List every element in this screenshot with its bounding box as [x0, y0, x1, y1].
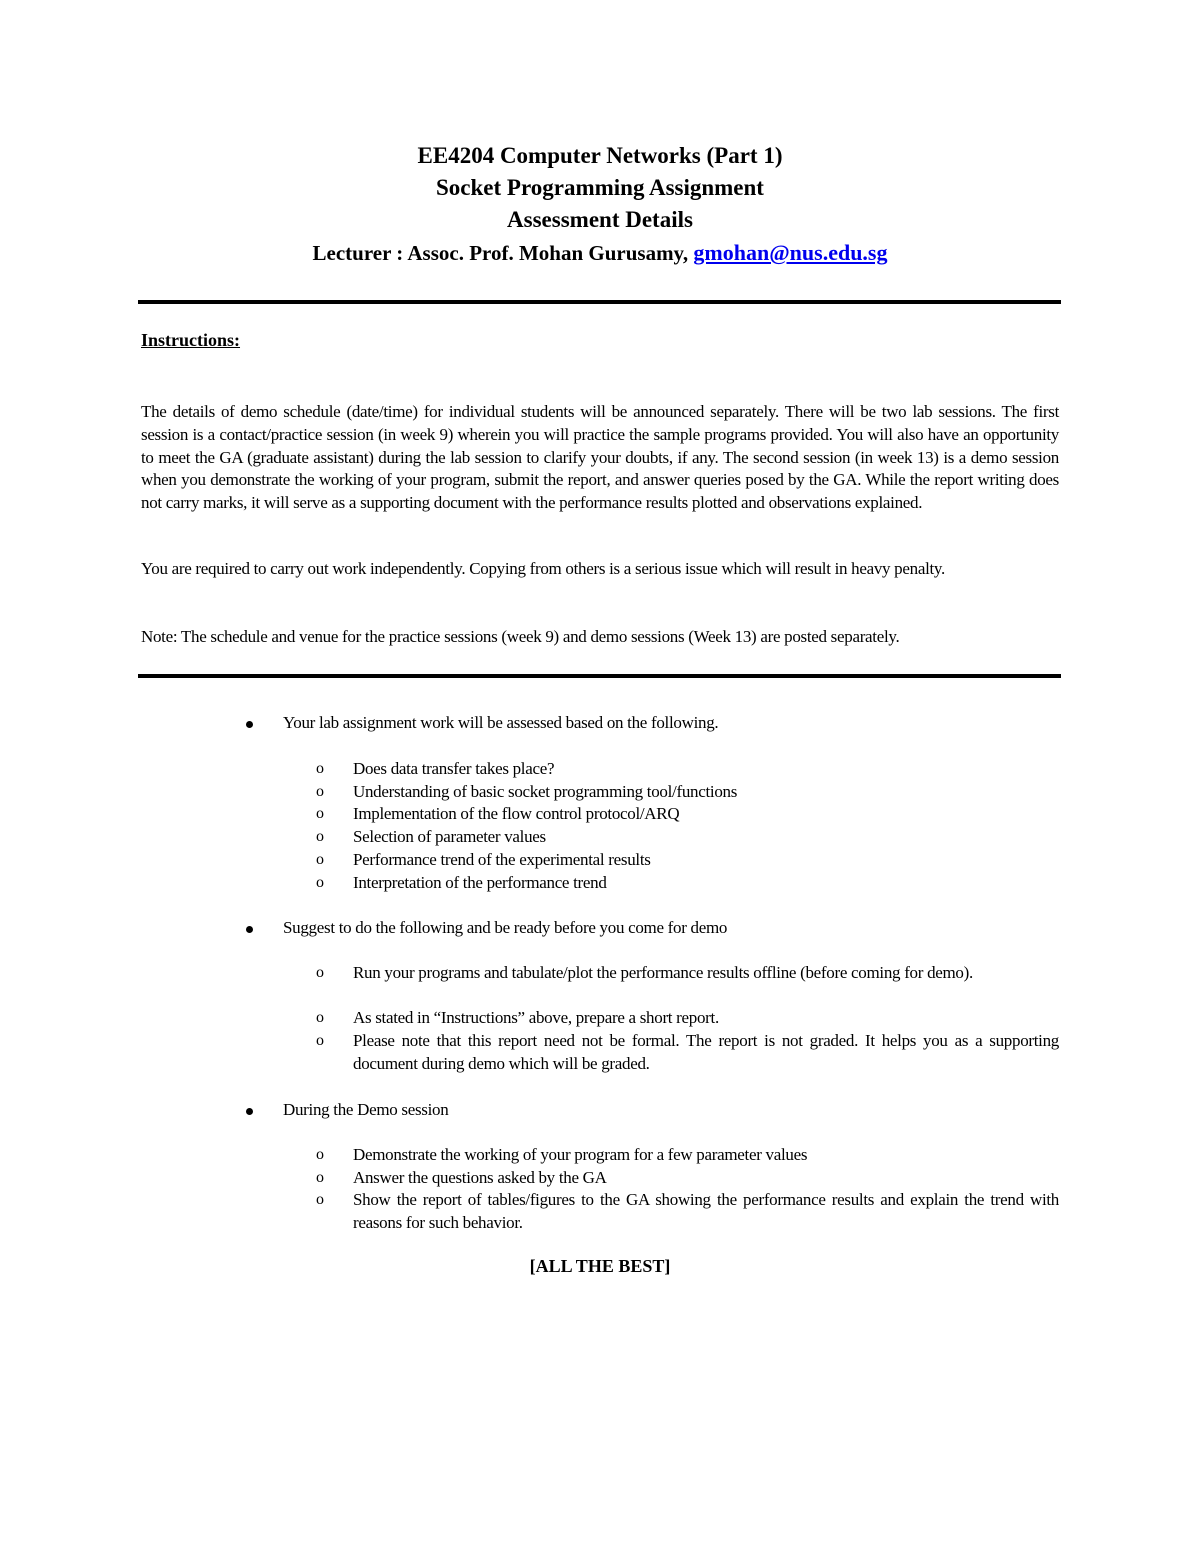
lecturer-line: [140, 237, 1060, 269]
instructions-note: Note: The schedule and venue for the practice sessions (week 9) and demo sessions (Week 13) are posted separately.: [141, 627, 900, 646]
sub-item-text: Performance trend of the experimental results: [353, 850, 651, 869]
instructions-paragraph-2: You are required to carry out work independently. Copying from others is a serious issue which will result in heavy penalty.: [141, 559, 945, 578]
sub-item-text: Show the report of tables/figures to the GA showing the performance results and explain the trend with reasons for such behavior.: [353, 1190, 1059, 1232]
lecturer-email-link[interactable]: gmohan@nus.edu.sg: [693, 240, 888, 265]
top-divider: [138, 300, 1061, 304]
bullet-text: During the Demo session: [283, 1100, 449, 1119]
sub-bullet-marker: o: [316, 1146, 324, 1163]
bottom-divider: [138, 674, 1061, 678]
sub-item-text: Implementation of the flow control protocol/ARQ: [353, 804, 680, 823]
assessment-title: Assessment Details: [507, 207, 693, 232]
sub-item-text: Selection of parameter values: [353, 827, 546, 846]
sub-item-text: Please note that this report need not be formal. The report is not graded. It helps you as a supporting document during demo which will be graded.: [353, 1031, 1059, 1073]
closing-message: [ALL THE BEST]: [529, 1256, 671, 1276]
sub-bullet-marker: o: [316, 828, 324, 845]
sub-bullet-marker: o: [316, 760, 324, 777]
sub-item-text: Does data transfer takes place?: [353, 759, 555, 778]
bullet-text: Your lab assignment work will be assessed based on the following.: [283, 713, 719, 732]
sub-bullet-marker: o: [316, 1169, 324, 1186]
sub-item-text: Demonstrate the working of your program for a few parameter values: [353, 1145, 808, 1164]
sub-bullet-marker: o: [316, 1032, 324, 1049]
sub-bullet-marker: o: [316, 783, 324, 800]
title-block: [140, 140, 1060, 269]
sub-item-text: Interpretation of the performance trend: [353, 873, 607, 892]
sub-item-text: As stated in “Instructions” above, prepare a short report.: [353, 1008, 719, 1027]
lecturer-label: Lecturer : Assoc. Prof. Mohan Gurusamy,: [312, 241, 694, 265]
sub-item-text: Answer the questions asked by the GA: [353, 1168, 607, 1187]
sub-bullet-marker: o: [316, 964, 324, 981]
sub-bullet-marker: o: [316, 851, 324, 868]
instructions-heading: Instructions:: [141, 330, 241, 350]
sub-item-text: Run your programs and tabulate/plot the performance results offline (before coming for demo).: [353, 963, 973, 982]
bullet-dot-icon: [246, 926, 253, 933]
assignment-title: Socket Programming Assignment: [436, 175, 764, 200]
bullet-dot-icon: [246, 721, 253, 728]
sub-bullet-marker: o: [316, 1009, 324, 1026]
sub-item-text: Understanding of basic socket programming tool/functions: [353, 782, 738, 801]
sub-bullet-marker: o: [316, 874, 324, 891]
course-title: EE4204 Computer Networks (Part 1): [417, 143, 783, 168]
sub-bullet-marker: o: [316, 1191, 324, 1208]
sub-bullet-marker: o: [316, 805, 324, 822]
instructions-paragraph-1: The details of demo schedule (date/time) for individual students will be announced separately. There will be two lab sessions. The first session is a contact/practice session (in week 9) wherein you will practice the sample programs provided. You will also have an opportunity to meet the GA (graduate assistant) during the lab session to clarify your doubts, if any. The second session (in week 13) is a demo session when you demonstrate the working of your program, submit the report, and answer queries posed by the GA. While the report writing does not carry marks, it will serve as a supporting document with the performance results plotted and observations explained.: [141, 402, 1059, 513]
bullet-dot-icon: [246, 1108, 253, 1115]
bullet-text: Suggest to do the following and be ready before you come for demo: [283, 918, 728, 937]
